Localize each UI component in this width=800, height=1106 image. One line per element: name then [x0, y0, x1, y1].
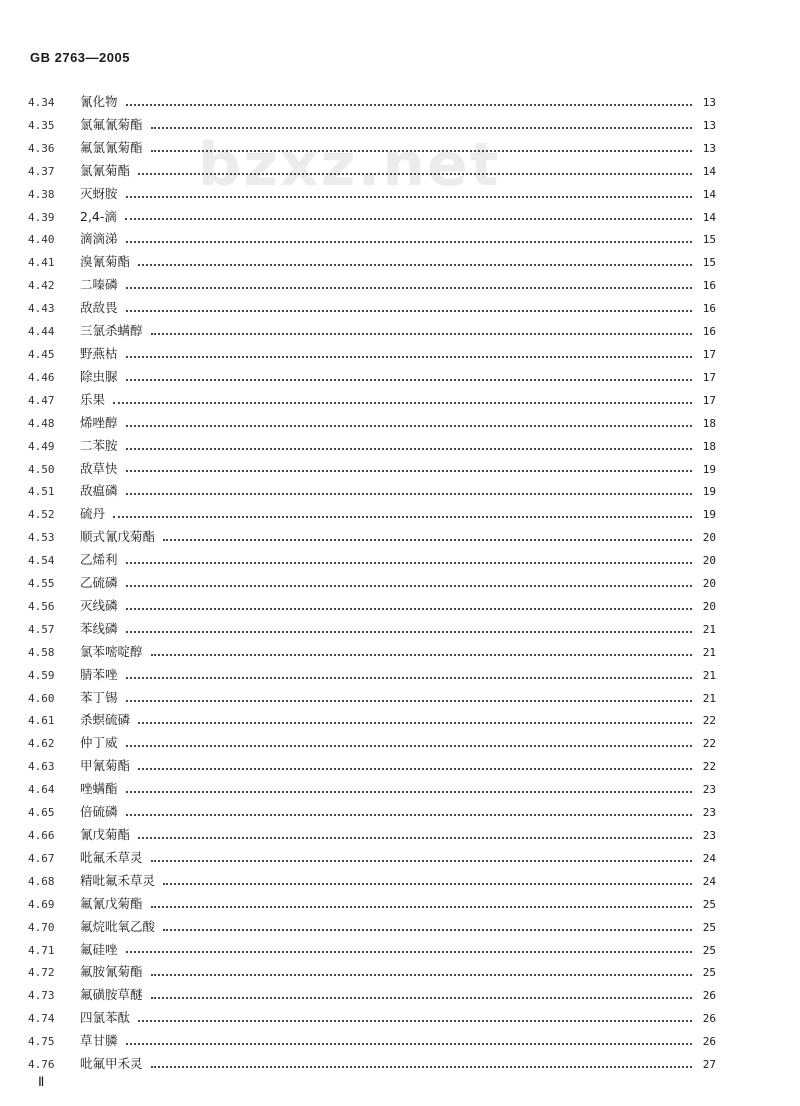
dot-leader — [126, 788, 692, 793]
toc-entry-page: 26 — [702, 989, 716, 1003]
toc-entry — [28, 894, 716, 917]
toc-entry-page: 21 — [702, 622, 716, 636]
toc-entry — [28, 321, 716, 344]
dot-leader — [151, 994, 692, 999]
dot-leader — [163, 536, 692, 541]
toc-entry-number: 4.45 — [28, 347, 55, 361]
toc-entry-page: 22 — [702, 760, 716, 774]
toc-entry-number: 4.63 — [28, 760, 55, 774]
toc-entry — [28, 184, 716, 207]
toc-entry-page: 19 — [702, 485, 716, 499]
toc-entry-title: 滴滴涕 — [80, 231, 118, 247]
toc-entry-page: 18 — [702, 416, 716, 430]
toc-entry-number: 4.59 — [28, 668, 55, 682]
dot-leader — [138, 719, 692, 724]
toc-entry-title: 草甘膦 — [80, 1033, 118, 1049]
toc-entry-number: 4.48 — [28, 416, 55, 430]
toc-entry-number: 4.61 — [28, 714, 55, 728]
toc-entry-title: 苯线磷 — [80, 620, 118, 636]
dot-leader — [126, 422, 692, 427]
toc-entry-title: 氰化物 — [80, 94, 118, 109]
toc-entry-number: 4.75 — [28, 1035, 55, 1049]
dot-leader — [126, 467, 692, 472]
toc-entry — [28, 779, 716, 802]
toc-entry-title: 氟烷吡氧乙酸 — [80, 918, 156, 934]
toc-entry-title: 乐果 — [80, 391, 106, 407]
dot-leader — [126, 628, 692, 633]
toc-entry-number: 4.68 — [28, 874, 55, 888]
toc-entry-number: 4.43 — [28, 302, 55, 316]
toc-entry-number: 4.56 — [28, 599, 55, 613]
toc-entry-title: 灭线磷 — [80, 597, 118, 613]
toc-entry-number: 4.66 — [28, 829, 55, 842]
toc-entry-number: 4.40 — [28, 233, 55, 247]
toc-entry-number: 4.55 — [28, 577, 55, 591]
toc-entry-title: 四氯苯酞 — [80, 1010, 131, 1026]
toc-entry-number: 4.46 — [28, 370, 55, 384]
toc-entry-number: 4.67 — [28, 851, 55, 865]
toc-entry-title: 氯氰菊酯 — [80, 162, 131, 178]
toc-entry-number: 4.37 — [28, 164, 55, 178]
toc-entry-page: 24 — [702, 874, 716, 888]
toc-entry-title: 除虫脲 — [80, 368, 118, 384]
dot-leader — [126, 582, 692, 587]
toc-entry-page: 22 — [702, 714, 716, 728]
toc-entry-page: 21 — [702, 668, 716, 682]
toc-entry-title: 倍硫磷 — [80, 804, 118, 820]
toc-entry-number: 4.64 — [28, 783, 55, 797]
toc-entry-page: 17 — [702, 370, 716, 384]
toc-entry-page: 19 — [702, 508, 716, 522]
toc-entry-number: 4.60 — [28, 691, 55, 705]
toc-entry-page: 25 — [702, 897, 716, 911]
dot-leader — [151, 1063, 692, 1068]
dot-leader — [126, 697, 692, 702]
toc-entry — [28, 481, 716, 504]
toc-entry — [28, 756, 716, 779]
toc-entry-number: 4.41 — [28, 256, 55, 270]
toc-entry — [28, 115, 716, 138]
toc-entry-number: 4.35 — [28, 118, 55, 132]
dot-leader — [163, 926, 692, 931]
toc-entry — [28, 825, 716, 848]
toc-entry — [28, 619, 716, 642]
toc-entry-number: 4.50 — [28, 462, 55, 476]
toc-entry-page: 27 — [702, 1058, 716, 1072]
dot-leader — [126, 445, 692, 450]
toc-entry-page: 22 — [702, 737, 716, 751]
toc-entry-title: 吡氟禾草灵 — [80, 849, 143, 865]
toc-entry-number: 4.70 — [28, 920, 55, 934]
toc-entry-title: 灭蚜胺 — [80, 185, 118, 201]
toc-entry — [28, 802, 716, 825]
toc-entry-title: 氰戊菊酯 — [80, 827, 131, 842]
dot-leader — [126, 811, 692, 816]
toc-entry — [28, 138, 716, 161]
toc-entry — [28, 207, 716, 230]
toc-entry-page: 15 — [702, 256, 716, 270]
toc-entry — [28, 527, 716, 550]
dot-leader — [126, 559, 692, 564]
dot-leader — [151, 903, 692, 908]
toc-entry-page: 23 — [702, 806, 716, 820]
toc-entry-title: 仲丁威 — [80, 735, 118, 751]
toc-entry-page: 20 — [702, 599, 716, 613]
toc-entry-page: 15 — [702, 233, 716, 247]
toc-entry-number: 4.36 — [28, 141, 55, 155]
toc-entry-title: 氯苯嘧啶醇 — [80, 643, 143, 659]
toc-entry — [28, 550, 716, 573]
toc-entry — [28, 940, 716, 963]
toc-entry — [28, 1054, 716, 1077]
toc-entry-page: 17 — [702, 347, 716, 361]
toc-entry — [28, 504, 716, 527]
toc-entry — [28, 665, 716, 688]
toc-entry-title: 敌敌畏 — [80, 300, 118, 316]
dot-leader — [138, 834, 692, 839]
toc-entry-number: 4.49 — [28, 439, 55, 453]
toc-entry-page: 20 — [702, 554, 716, 568]
dot-leader — [113, 513, 692, 518]
toc-entry — [28, 1031, 716, 1054]
toc-entry — [28, 413, 716, 436]
toc-entry-title: 2,4-滴 — [80, 208, 117, 224]
dot-leader — [126, 948, 692, 953]
toc-entry — [28, 848, 716, 871]
toc-entry-title: 腈苯唑 — [80, 666, 118, 682]
toc-entry-page: 23 — [702, 783, 716, 797]
toc-entry-number: 4.72 — [28, 966, 55, 980]
toc-entry-page: 20 — [702, 577, 716, 591]
dot-leader — [126, 307, 692, 312]
dot-leader — [138, 1017, 692, 1022]
dot-leader — [163, 880, 692, 885]
toc-entry-page: 25 — [702, 920, 716, 934]
toc-entry — [28, 252, 716, 275]
toc-entry-page: 21 — [702, 691, 716, 705]
toc-entry — [28, 390, 716, 413]
toc-entry-page: 25 — [702, 966, 716, 980]
dot-leader — [151, 330, 692, 335]
toc-entry-page: 25 — [702, 943, 716, 957]
toc-entry — [28, 367, 716, 390]
toc-entry — [28, 1008, 716, 1031]
toc-entry-number: 4.76 — [28, 1058, 55, 1072]
toc-entry-title: 二苯胺 — [80, 437, 118, 453]
toc-entry-page: 26 — [702, 1012, 716, 1026]
toc-entry — [28, 459, 716, 482]
toc-entry-number: 4.39 — [28, 210, 55, 224]
document-header: GB 2763—2005 — [30, 50, 130, 65]
toc-entry-page: 16 — [702, 325, 716, 339]
toc-entry-number: 4.57 — [28, 622, 55, 636]
dot-leader — [126, 376, 692, 381]
toc-entry-page: 26 — [702, 1035, 716, 1049]
dot-leader — [138, 765, 692, 770]
toc-entry-title: 杀螟硫磷 — [80, 712, 131, 728]
dot-leader — [138, 170, 692, 175]
toc-entry-number: 4.65 — [28, 806, 55, 820]
toc-entry — [28, 573, 716, 596]
dot-leader — [151, 651, 692, 656]
toc-entry-page: 13 — [702, 118, 716, 132]
toc-entry-number: 4.62 — [28, 737, 55, 751]
toc-entry-page: 17 — [702, 393, 716, 407]
toc-entry-number: 4.69 — [28, 897, 55, 911]
toc-entry-page: 14 — [702, 164, 716, 178]
toc-entry-title: 乙硫磷 — [80, 575, 118, 591]
toc-entry-title: 硫丹 — [80, 506, 106, 522]
toc-entry-title: 氟胺氰菊酯 — [80, 964, 143, 980]
toc-entry-title: 二嗪磷 — [80, 277, 118, 293]
toc-entry-page: 16 — [702, 302, 716, 316]
toc-entry — [28, 92, 716, 115]
toc-entry-page: 23 — [702, 829, 716, 842]
toc-entry-page: 20 — [702, 531, 716, 545]
toc-entry-number: 4.38 — [28, 187, 55, 201]
dot-leader — [126, 193, 692, 198]
toc-entry-page: 13 — [702, 141, 716, 155]
table-of-contents — [28, 92, 716, 1077]
dot-leader — [126, 101, 692, 106]
toc-entry-page: 16 — [702, 279, 716, 293]
toc-entry-page: 19 — [702, 462, 716, 476]
dot-leader — [126, 353, 692, 358]
toc-entry-number: 4.44 — [28, 325, 55, 339]
toc-entry-title: 唑螨酯 — [80, 781, 118, 797]
toc-entry — [28, 688, 716, 711]
toc-entry — [28, 871, 716, 894]
dot-leader — [151, 971, 692, 976]
toc-entry — [28, 596, 716, 619]
toc-entry-number: 4.53 — [28, 531, 55, 545]
toc-entry-number: 4.52 — [28, 508, 55, 522]
toc-entry — [28, 962, 716, 985]
toc-entry-title: 三氯杀螨醇 — [80, 323, 143, 339]
toc-entry — [28, 436, 716, 459]
dot-leader — [126, 674, 692, 679]
toc-entry — [28, 917, 716, 940]
toc-entry-number: 4.42 — [28, 279, 55, 293]
toc-entry-number: 4.47 — [28, 393, 55, 407]
toc-entry-number: 4.73 — [28, 989, 55, 1003]
toc-entry-page: 24 — [702, 851, 716, 865]
dot-leader — [126, 742, 692, 747]
toc-entry-title: 烯唑醇 — [80, 414, 118, 430]
toc-entry-page: 14 — [702, 187, 716, 201]
toc-entry — [28, 733, 716, 756]
toc-entry-number: 4.58 — [28, 645, 55, 659]
dot-leader — [126, 605, 692, 610]
watermark: bzxz.net — [198, 130, 501, 200]
toc-entry — [28, 298, 716, 321]
toc-entry-title: 敌草快 — [80, 460, 118, 476]
toc-entry — [28, 710, 716, 733]
dot-leader — [113, 399, 692, 404]
toc-entry-title: 苯丁锡 — [80, 689, 118, 705]
dot-leader — [126, 1040, 692, 1045]
toc-entry — [28, 229, 716, 252]
toc-entry-number: 4.34 — [28, 96, 55, 109]
toc-entry-number: 4.74 — [28, 1012, 55, 1026]
dot-leader — [138, 261, 692, 266]
dot-leader — [126, 284, 692, 289]
dot-leader — [151, 124, 692, 129]
toc-entry — [28, 642, 716, 665]
dot-leader — [151, 857, 692, 862]
toc-entry-title: 精吡氟禾草灵 — [80, 872, 156, 888]
toc-entry-page: 21 — [702, 645, 716, 659]
dot-leader — [125, 215, 692, 220]
toc-entry-title: 野燕枯 — [80, 345, 118, 361]
dot-leader — [151, 147, 692, 152]
page-number-footer: Ⅱ — [38, 1074, 45, 1089]
toc-entry-title: 顺式氰戊菊酯 — [80, 529, 156, 545]
toc-entry — [28, 344, 716, 367]
toc-entry-page: 13 — [702, 96, 716, 109]
toc-entry — [28, 275, 716, 298]
toc-entry-title: 溴氰菊酯 — [80, 254, 131, 270]
toc-entry-number: 4.71 — [28, 943, 55, 957]
toc-entry-number: 4.54 — [28, 554, 55, 568]
toc-entry-title: 乙烯利 — [80, 552, 118, 568]
dot-leader — [126, 490, 692, 495]
toc-entry-title: 氟硅唑 — [80, 941, 118, 957]
dot-leader — [126, 238, 692, 243]
toc-entry-title: 甲氰菊酯 — [80, 758, 131, 774]
toc-entry-title: 氯氟氰菊酯 — [80, 116, 143, 132]
toc-entry-page: 18 — [702, 439, 716, 453]
toc-entry-page: 14 — [702, 210, 716, 224]
toc-entry-number: 4.51 — [28, 485, 55, 499]
toc-entry-title: 氟磺胺草醚 — [80, 987, 143, 1003]
toc-entry-title: 吡氟甲禾灵 — [80, 1056, 143, 1072]
toc-entry-title: 敌瘟磷 — [80, 483, 118, 499]
toc-entry — [28, 985, 716, 1008]
toc-entry — [28, 161, 716, 184]
toc-entry-title: 氟氯氰菊酯 — [80, 139, 143, 155]
toc-entry-title: 氟氰戊菊酯 — [80, 895, 143, 911]
